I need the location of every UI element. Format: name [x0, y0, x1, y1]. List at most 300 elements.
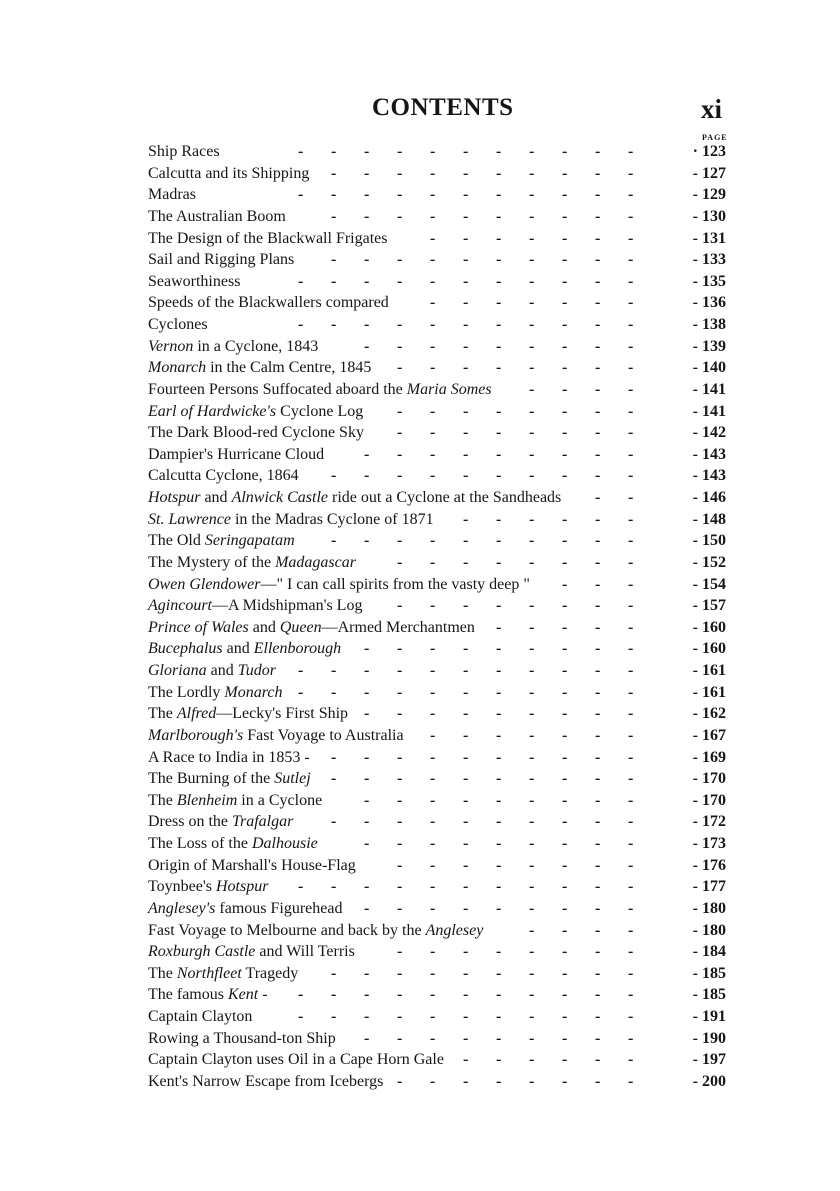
title-part: The Old: [148, 532, 205, 550]
leader-dash: -: [397, 359, 403, 377]
leader-dash: -: [628, 1051, 634, 1069]
leader-dash: -: [364, 835, 370, 852]
leader-dash: -: [430, 251, 436, 269]
leader-dash: -: [430, 207, 436, 225]
title-part: —Armed Merchantmen: [321, 618, 475, 636]
toc-entry-page: · 123: [692, 143, 726, 160]
leader-dash: -: [628, 640, 634, 658]
leader-dash: -: [496, 1072, 502, 1090]
italic-title-part: Madagascar: [275, 553, 356, 571]
title-part: Tragedy: [241, 964, 299, 982]
leader-dash: -: [463, 510, 469, 528]
leader-dash: -: [562, 748, 568, 766]
title-part: The Mystery of the: [148, 553, 276, 571]
leader-dash: -: [529, 229, 535, 247]
title-part: Captain Clayton uses Oil in a Cape Horn Gale: [148, 1051, 444, 1069]
title-part: Calcutta and its Shipping: [148, 164, 310, 182]
leader-dash: -: [331, 662, 337, 679]
leader-dash: -: [628, 597, 634, 615]
leader-dash: -: [595, 770, 601, 788]
leader-dash: -: [331, 207, 337, 225]
leader-dash: -: [496, 251, 502, 269]
leader-dash: -: [463, 402, 469, 420]
toc-entry-page: - 135: [692, 272, 726, 290]
leader-dash: -: [430, 272, 436, 290]
toc-entry-title: [148, 314, 208, 336]
leader-dash: -: [496, 856, 502, 874]
leader-dash: -: [562, 1008, 568, 1025]
toc-entry: [148, 465, 726, 487]
leader-dash: -: [529, 380, 535, 398]
leader-dash: -: [430, 186, 436, 204]
leader-dash: -: [430, 337, 436, 355]
toc-entry: [148, 401, 726, 423]
leader-dash: -: [529, 662, 535, 679]
leader-dash: -: [562, 964, 568, 982]
leader-dash: -: [595, 164, 601, 182]
leader-dash: -: [562, 251, 568, 269]
title-part: Seaworthiness: [148, 272, 241, 290]
toc-entry-page: - 170: [692, 770, 726, 788]
toc-entry-title: [148, 660, 276, 682]
leader-dash: -: [364, 770, 370, 788]
toc-entry-title: [148, 638, 341, 660]
leader-dash: -: [463, 878, 469, 896]
leader-dash: -: [331, 986, 337, 1004]
title-part: The Dark Blood-red Cyclone Sky: [148, 424, 364, 442]
leader-dash: -: [496, 164, 502, 182]
leader-dash: -: [628, 856, 634, 874]
toc-entry-page: - 185: [692, 986, 726, 1004]
leader-dash: -: [562, 1029, 568, 1047]
toc-entry-page: - 180: [692, 921, 726, 939]
italic-title-part: Gloriana: [148, 662, 207, 679]
leader-dash: -: [298, 316, 304, 333]
leader-dash: -: [496, 294, 502, 312]
toc-entry: [148, 963, 726, 985]
title-part: Origin of Marshall's House-Flag: [148, 856, 356, 874]
toc-entry-title: [148, 876, 268, 898]
leader-dash: -: [595, 683, 601, 701]
leader-dash: -: [364, 532, 370, 550]
leader-dash: -: [529, 424, 535, 442]
leader-dash: -: [364, 143, 370, 160]
leader-dash: -: [529, 316, 535, 333]
leader-dash: -: [463, 597, 469, 615]
toc-entry: [148, 660, 726, 682]
toc-entry-title: [148, 790, 322, 812]
title-part: Dress on the: [148, 813, 232, 831]
leader-dash: -: [529, 813, 535, 831]
leader-dash: -: [496, 705, 502, 723]
leader-dash: -: [628, 618, 634, 636]
leader-dash: -: [430, 445, 436, 463]
leader-dash: -: [496, 186, 502, 204]
leader-dash: -: [364, 640, 370, 658]
leader-dash: -: [628, 943, 634, 961]
leader-dash: -: [595, 640, 601, 658]
leader-dash: -: [430, 143, 436, 160]
leader-dash: -: [562, 640, 568, 658]
toc-entry-title: [148, 487, 561, 509]
toc-entry-page: - 133: [692, 251, 726, 269]
leader-dash: -: [331, 186, 337, 204]
leader-dash: -: [628, 272, 634, 290]
leader-dash: -: [463, 856, 469, 874]
italic-title-part: Blenheim: [176, 791, 238, 809]
leader-dash: -: [628, 748, 634, 766]
toc-entry-title: [148, 725, 404, 747]
title-part: -: [258, 986, 268, 1004]
leader-dash: -: [628, 1008, 634, 1025]
toc-entry: [148, 552, 726, 574]
leader-dash: -: [529, 467, 535, 485]
leader-dash: -: [364, 662, 370, 679]
title-part: Kent's Narrow Escape from Icebergs: [148, 1072, 384, 1090]
leader-dash: -: [628, 1029, 634, 1047]
leader-dash: -: [496, 726, 502, 744]
leader-dash: -: [496, 1008, 502, 1025]
toc-entry-page: - 184: [692, 943, 726, 961]
toc-entry-page: - 130: [692, 207, 726, 225]
italic-title-part: Dalhousie: [251, 835, 318, 852]
leader-dash: -: [463, 640, 469, 658]
leader-dash: -: [562, 294, 568, 312]
toc-entry-title: [148, 1028, 336, 1050]
leader-dash: -: [298, 683, 304, 701]
leader-dash: -: [430, 640, 436, 658]
leader-dash: -: [562, 770, 568, 788]
leader-dash: -: [397, 467, 403, 485]
leader-dash: -: [628, 510, 634, 528]
leader-dash: -: [628, 1072, 634, 1090]
leader-dash: -: [331, 164, 337, 182]
leader-dash: -: [364, 683, 370, 701]
leader-dash: -: [529, 164, 535, 182]
leader-dash: -: [562, 164, 568, 182]
title-part: Fast Voyage to Melbourne and back by the: [148, 921, 426, 939]
leader-dash: -: [364, 791, 370, 809]
leader-dash: -: [628, 835, 634, 852]
toc-entry-title: [148, 552, 356, 574]
leader-dash: -: [595, 662, 601, 679]
leader-dash: -: [628, 662, 634, 679]
leader-dash: -: [430, 467, 436, 485]
leader-dash: -: [496, 143, 502, 160]
toc-entry: [148, 271, 726, 293]
dot-leader: [148, 314, 690, 336]
toc-entry-page: - 154: [692, 575, 726, 593]
italic-title-part: Kent: [227, 986, 259, 1004]
leader-dash: -: [397, 899, 403, 917]
toc-entry-title: [148, 292, 389, 314]
toc-entry-page: - 131: [692, 229, 726, 247]
leader-dash: -: [430, 791, 436, 809]
leader-dash: -: [562, 705, 568, 723]
title-part: Captain Clayton: [148, 1008, 253, 1025]
leader-dash: -: [562, 143, 568, 160]
italic-title-part: Monarch: [148, 359, 207, 377]
italic-title-part: Prince of Wales: [148, 618, 249, 636]
leader-dash: -: [496, 813, 502, 831]
title-part: ride out a Cyclone at the Sandheads: [328, 489, 562, 506]
title-part: The Lordly: [148, 683, 225, 701]
toc-entry-page: - 140: [692, 359, 726, 377]
leader-dash: -: [529, 1072, 535, 1090]
leader-dash: -: [529, 510, 535, 528]
leader-dash: -: [595, 424, 601, 442]
leader-dash: -: [562, 424, 568, 442]
leader-dash: -: [529, 683, 535, 701]
title-part: Ship Races: [148, 143, 220, 160]
leader-dash: -: [529, 726, 535, 744]
title-part: The Burning of the: [148, 770, 275, 788]
italic-title-part: Anglesey: [425, 921, 484, 939]
leader-dash: -: [595, 316, 601, 333]
leader-dash: -: [397, 143, 403, 160]
title-part: Madras: [148, 186, 196, 204]
leader-dash: -: [397, 748, 403, 766]
leader-dash: -: [595, 1008, 601, 1025]
leader-dash: -: [628, 424, 634, 442]
toc-entry-title: [148, 271, 240, 293]
toc-entry: [148, 941, 726, 963]
leader-dash: -: [463, 337, 469, 355]
leader-dash: -: [496, 337, 502, 355]
toc-entry: [148, 920, 726, 942]
toc-entry-title: [148, 898, 342, 920]
toc-entry: [148, 725, 726, 747]
toc-entry-page: - 139: [692, 337, 726, 355]
toc-entry: [148, 984, 726, 1006]
leader-dash: -: [595, 467, 601, 485]
leader-dash: -: [397, 272, 403, 290]
leader-dash: -: [430, 597, 436, 615]
leader-dash: -: [463, 835, 469, 852]
leader-dash: -: [463, 553, 469, 571]
toc-entry: [148, 379, 726, 401]
leader-dash: -: [562, 467, 568, 485]
leader-dash: -: [430, 424, 436, 442]
leader-dash: -: [364, 337, 370, 355]
leader-dash: -: [496, 791, 502, 809]
toc-entry-title: [148, 1049, 444, 1071]
title-part: Calcutta Cyclone, 1864: [148, 467, 299, 485]
toc-entry-title: [148, 920, 483, 942]
title-part: The Loss of the: [148, 835, 252, 852]
leader-dash: -: [397, 402, 403, 420]
leader-dash: -: [331, 251, 337, 269]
leader-dash: -: [628, 380, 634, 398]
leader-dash: -: [331, 748, 337, 766]
leader-dash: -: [628, 532, 634, 550]
toc-entry-page: - 136: [692, 294, 726, 312]
leader-dash: -: [562, 921, 568, 939]
toc-entry-page: - 200: [692, 1072, 726, 1090]
leader-dash: -: [397, 1029, 403, 1047]
leader-dash: -: [364, 164, 370, 182]
leader-dash: -: [496, 662, 502, 679]
leader-dash: -: [397, 316, 403, 333]
title-part: and: [248, 618, 280, 636]
title-part: famous Figurehead: [215, 899, 343, 917]
leader-dash: -: [595, 791, 601, 809]
leader-dash: -: [595, 748, 601, 766]
italic-title-part: Agincourt: [148, 597, 212, 615]
toc-entry: [148, 336, 726, 358]
leader-dash: -: [364, 705, 370, 723]
toc-entry-title: [148, 509, 434, 531]
toc-entry-title: [148, 1071, 383, 1093]
leader-dash: -: [496, 618, 502, 636]
toc-entry-page: - 142: [692, 424, 726, 442]
title-part: and: [222, 640, 254, 658]
leader-dash: -: [595, 532, 601, 550]
leader-dash: -: [364, 445, 370, 463]
leader-dash: -: [496, 597, 502, 615]
leader-dash: -: [463, 899, 469, 917]
toc-entry: [148, 1071, 726, 1093]
leader-dash: -: [595, 272, 601, 290]
leader-dash: -: [595, 186, 601, 204]
toc-entry: [148, 747, 726, 769]
leader-dash: -: [463, 294, 469, 312]
toc-entry-page: - 162: [692, 705, 726, 723]
leader-dash: -: [496, 316, 502, 333]
toc-entry: [148, 811, 726, 833]
leader-dash: -: [595, 1029, 601, 1047]
leader-dash: -: [364, 878, 370, 896]
leader-dash: -: [562, 986, 568, 1004]
leader-dash: -: [430, 1008, 436, 1025]
leader-dash: -: [529, 1029, 535, 1047]
toc-entry: [148, 163, 726, 185]
leader-dash: -: [562, 207, 568, 225]
leader-dash: -: [331, 770, 337, 788]
toc-entry: [148, 898, 726, 920]
toc-entry-title: [148, 141, 220, 163]
toc-entry: [148, 487, 726, 509]
leader-dash: -: [430, 316, 436, 333]
title-part: —A Midshipman's Log: [212, 597, 363, 615]
leader-dash: -: [430, 1029, 436, 1047]
leader-dash: -: [331, 813, 337, 831]
leader-dash: -: [496, 640, 502, 658]
leader-dash: -: [496, 510, 502, 528]
leader-dash: -: [595, 553, 601, 571]
leader-dash: -: [430, 553, 436, 571]
toc-entry-title: [148, 941, 355, 963]
toc-entry-title: [148, 401, 363, 423]
leader-dash: -: [463, 251, 469, 269]
leader-dash: -: [430, 164, 436, 182]
title-part: and: [200, 489, 232, 506]
leader-dash: -: [463, 1072, 469, 1090]
leader-dash: -: [298, 878, 304, 896]
toc-entry-page: - 138: [692, 316, 726, 333]
leader-dash: -: [628, 207, 634, 225]
toc-entry-page: - 169: [692, 748, 726, 766]
leader-dash: -: [562, 878, 568, 896]
page-title: CONTENTS: [372, 94, 514, 121]
toc-entry-title: [148, 163, 309, 185]
toc-entry-title: [148, 336, 318, 358]
italic-title-part: Maria Somes: [406, 380, 492, 398]
leader-dash: -: [430, 748, 436, 766]
title-part: The famous: [148, 986, 228, 1004]
title-part: The Australian Boom: [148, 207, 286, 225]
title-part: A Race to India in 1853 -: [148, 748, 310, 766]
leader-dash: -: [529, 597, 535, 615]
leader-dash: -: [496, 402, 502, 420]
leader-dash: -: [331, 964, 337, 982]
italic-title-part: Alfred: [176, 705, 217, 723]
toc-entry-title: [148, 617, 475, 639]
leader-dash: -: [529, 294, 535, 312]
leader-dash: -: [529, 553, 535, 571]
leader-dash: -: [628, 813, 634, 831]
leader-dash: -: [529, 618, 535, 636]
leader-dash: -: [430, 813, 436, 831]
leader-dash: -: [562, 1051, 568, 1069]
leader-dash: -: [529, 186, 535, 204]
leader-dash: -: [397, 337, 403, 355]
leader-dash: -: [364, 1029, 370, 1047]
title-part: The: [148, 964, 177, 982]
leader-dash: -: [397, 813, 403, 831]
leader-dash: -: [397, 986, 403, 1004]
toc-entry: [148, 249, 726, 271]
leader-dash: -: [397, 532, 403, 550]
leader-dash: -: [463, 705, 469, 723]
leader-dash: -: [529, 791, 535, 809]
toc-entry-title: [148, 833, 318, 855]
leader-dash: -: [496, 770, 502, 788]
italic-title-part: St. Lawrence: [148, 510, 231, 528]
italic-title-part: Roxburgh Castle: [148, 943, 256, 961]
leader-dash: -: [595, 402, 601, 420]
leader-dash: -: [430, 294, 436, 312]
leader-dash: -: [496, 532, 502, 550]
leader-dash: -: [595, 813, 601, 831]
leader-dash: -: [463, 143, 469, 160]
leader-dash: -: [331, 272, 337, 290]
leader-dash: -: [397, 251, 403, 269]
toc-entry-page: - 160: [692, 640, 726, 658]
page-number: xi: [701, 94, 723, 124]
leader-dash: -: [562, 359, 568, 377]
dot-leader: [148, 141, 690, 163]
leader-dash: -: [562, 662, 568, 679]
leader-dash: -: [595, 943, 601, 961]
toc-entry: [148, 1049, 726, 1071]
leader-dash: -: [562, 337, 568, 355]
leader-dash: -: [331, 1008, 337, 1025]
leader-dash: -: [463, 316, 469, 333]
leader-dash: -: [628, 791, 634, 809]
toc-entry-title: [148, 379, 492, 401]
leader-dash: -: [595, 207, 601, 225]
leader-dash: -: [463, 986, 469, 1004]
leader-dash: -: [397, 705, 403, 723]
leader-dash: -: [364, 207, 370, 225]
leader-dash: -: [595, 229, 601, 247]
leader-dash: -: [628, 986, 634, 1004]
leader-dash: -: [496, 835, 502, 852]
toc-entry-page: - 161: [692, 683, 726, 701]
title-part: The: [148, 705, 177, 723]
leader-dash: -: [331, 683, 337, 701]
